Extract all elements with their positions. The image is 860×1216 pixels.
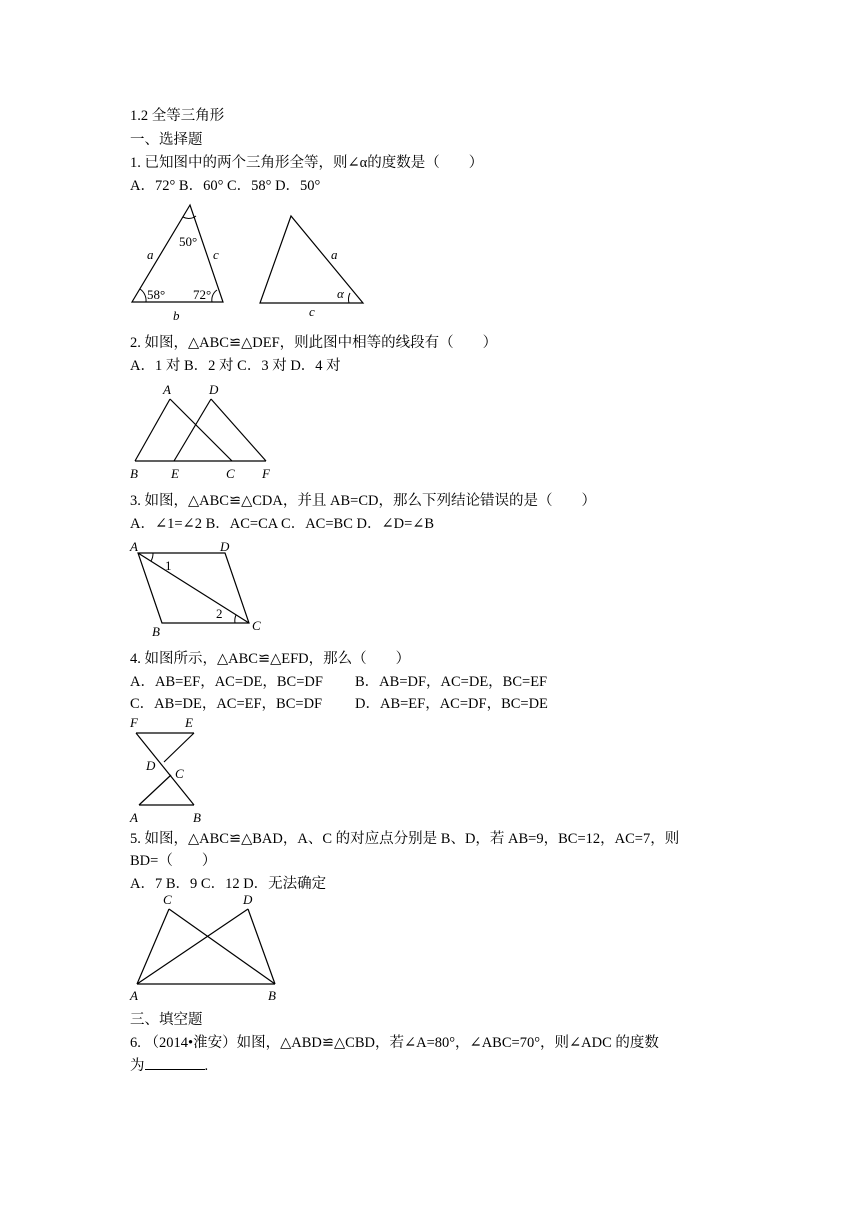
q1-angle-left-label: 58° <box>147 287 166 302</box>
q4-label-d: D <box>146 758 156 773</box>
q5-label-c: C <box>163 892 172 907</box>
q1-angle-right-arc <box>212 290 217 302</box>
q3-angle-1-arc <box>151 553 153 561</box>
q5-stem-line1: 5. 如图，△ABC≌△BAD，A、C 的对应点分别是 B、D，若 AB=9，BC=12，AC=7，则 <box>130 831 680 847</box>
q3-label-b: B <box>152 624 160 639</box>
q3-diagonal-ac <box>138 553 249 623</box>
q2-label-e: E <box>171 466 179 481</box>
q2-stem: 2. 如图，△ABC≌△DEF，则此图中相等的线段有（ ） <box>130 335 498 351</box>
q5-label-a: A <box>130 988 138 1003</box>
q1-angle-left-arc <box>140 289 146 302</box>
q3-label-a: A <box>130 539 138 554</box>
section-heading-choice: 一、选择题 <box>130 132 203 148</box>
q5-figure <box>125 890 290 1006</box>
q1-alpha-arc <box>349 293 350 303</box>
q2-label-f: F <box>262 466 270 481</box>
doc-title: 1.2 全等三角形 <box>130 108 225 124</box>
q4-figure <box>125 712 215 826</box>
q3-options: A．∠1=∠2 B．AC=CA C．AC=BC D．∠D=∠B <box>130 516 435 532</box>
q2-label-c: C <box>226 466 235 481</box>
q3-angle-2-arc <box>235 615 236 623</box>
q3-stem: 3. 如图，△ABC≌△CDA，并且 AB=CD，那么下列结论错误的是（ ） <box>130 493 596 509</box>
q2-segment-ab <box>135 399 170 461</box>
q1-stem: 1. 已知图中的两个三角形全等，则∠α的度数是（ ） <box>130 155 484 171</box>
q4-segment-ca <box>139 775 171 805</box>
q1-side-c-label: c <box>213 247 219 262</box>
q1-t2-side-a-label: a <box>331 247 338 262</box>
q1-t2-side-c-label: c <box>309 304 315 319</box>
q1-triangle-2 <box>260 216 363 303</box>
q4-label-e: E <box>185 715 193 730</box>
q4-label-a: A <box>130 810 138 825</box>
q5-label-d: D <box>243 892 253 907</box>
q6-answer-blank[interactable] <box>145 1055 205 1070</box>
q4-stem: 4. 如图所示，△ABC≌△EFD，那么（ ） <box>130 651 411 667</box>
q4-label-b: B <box>193 810 201 825</box>
q4-label-f: F <box>130 715 138 730</box>
q2-options: A．1 对 B．2 对 C．3 对 D．4 对 <box>130 358 341 374</box>
q2-segment-df <box>211 399 266 461</box>
q6-stem-line1: 6. （2014•淮安）如图，△ABD≌△CBD，若∠A=80°，∠ABC=70°，则∠ADC 的度数 <box>130 1035 659 1051</box>
section-heading-fill: 三、填空题 <box>130 1012 203 1028</box>
q5-segment-db <box>248 909 275 984</box>
q2-figure <box>125 380 285 482</box>
q5-segment-cb <box>169 909 275 984</box>
q2-label-a: A <box>163 382 171 397</box>
q1-figure <box>125 200 385 322</box>
q5-label-b: B <box>268 988 276 1003</box>
q4-label-c: C <box>175 766 184 781</box>
q6-stem-line2: 为 <box>130 1058 145 1074</box>
q1-alpha-label: α <box>337 286 344 301</box>
q3-label-1: 1 <box>165 558 172 573</box>
q2-label-d: D <box>209 382 219 397</box>
q1-angle-right-label: 72° <box>193 287 212 302</box>
q5-options: A．7 B．9 C．12 D．无法确定 <box>130 876 327 892</box>
q3-figure <box>125 536 275 640</box>
q6-stem-line2-row <box>130 1055 208 1076</box>
q4-segment-fb <box>136 733 194 805</box>
q4-option-c: C．AB=DE，AC=EF，BC=DF <box>130 696 323 712</box>
q6-stem-end: . <box>204 1058 209 1074</box>
q3-label-c: C <box>252 618 261 633</box>
q3-label-2: 2 <box>216 606 223 621</box>
q4-option-d: D．AB=EF，AC=DF，BC=DE <box>355 696 548 712</box>
q4-segment-ed <box>164 733 194 762</box>
q2-label-b: B <box>130 466 138 481</box>
q4-option-a: A．AB=EF，AC=DE，BC=DF <box>130 674 323 690</box>
q1-options: A．72° B．60° C．58° D．50° <box>130 178 321 194</box>
q3-label-d: D <box>220 539 230 554</box>
q1-angle-top-label: 50° <box>179 234 198 249</box>
q4-option-b: B．AB=DF，AC=DE，BC=EF <box>355 674 548 690</box>
q1-side-b-label: b <box>173 308 180 322</box>
q5-stem-line2: BD=（ ） <box>130 853 217 869</box>
q1-side-a-label: a <box>147 247 154 262</box>
